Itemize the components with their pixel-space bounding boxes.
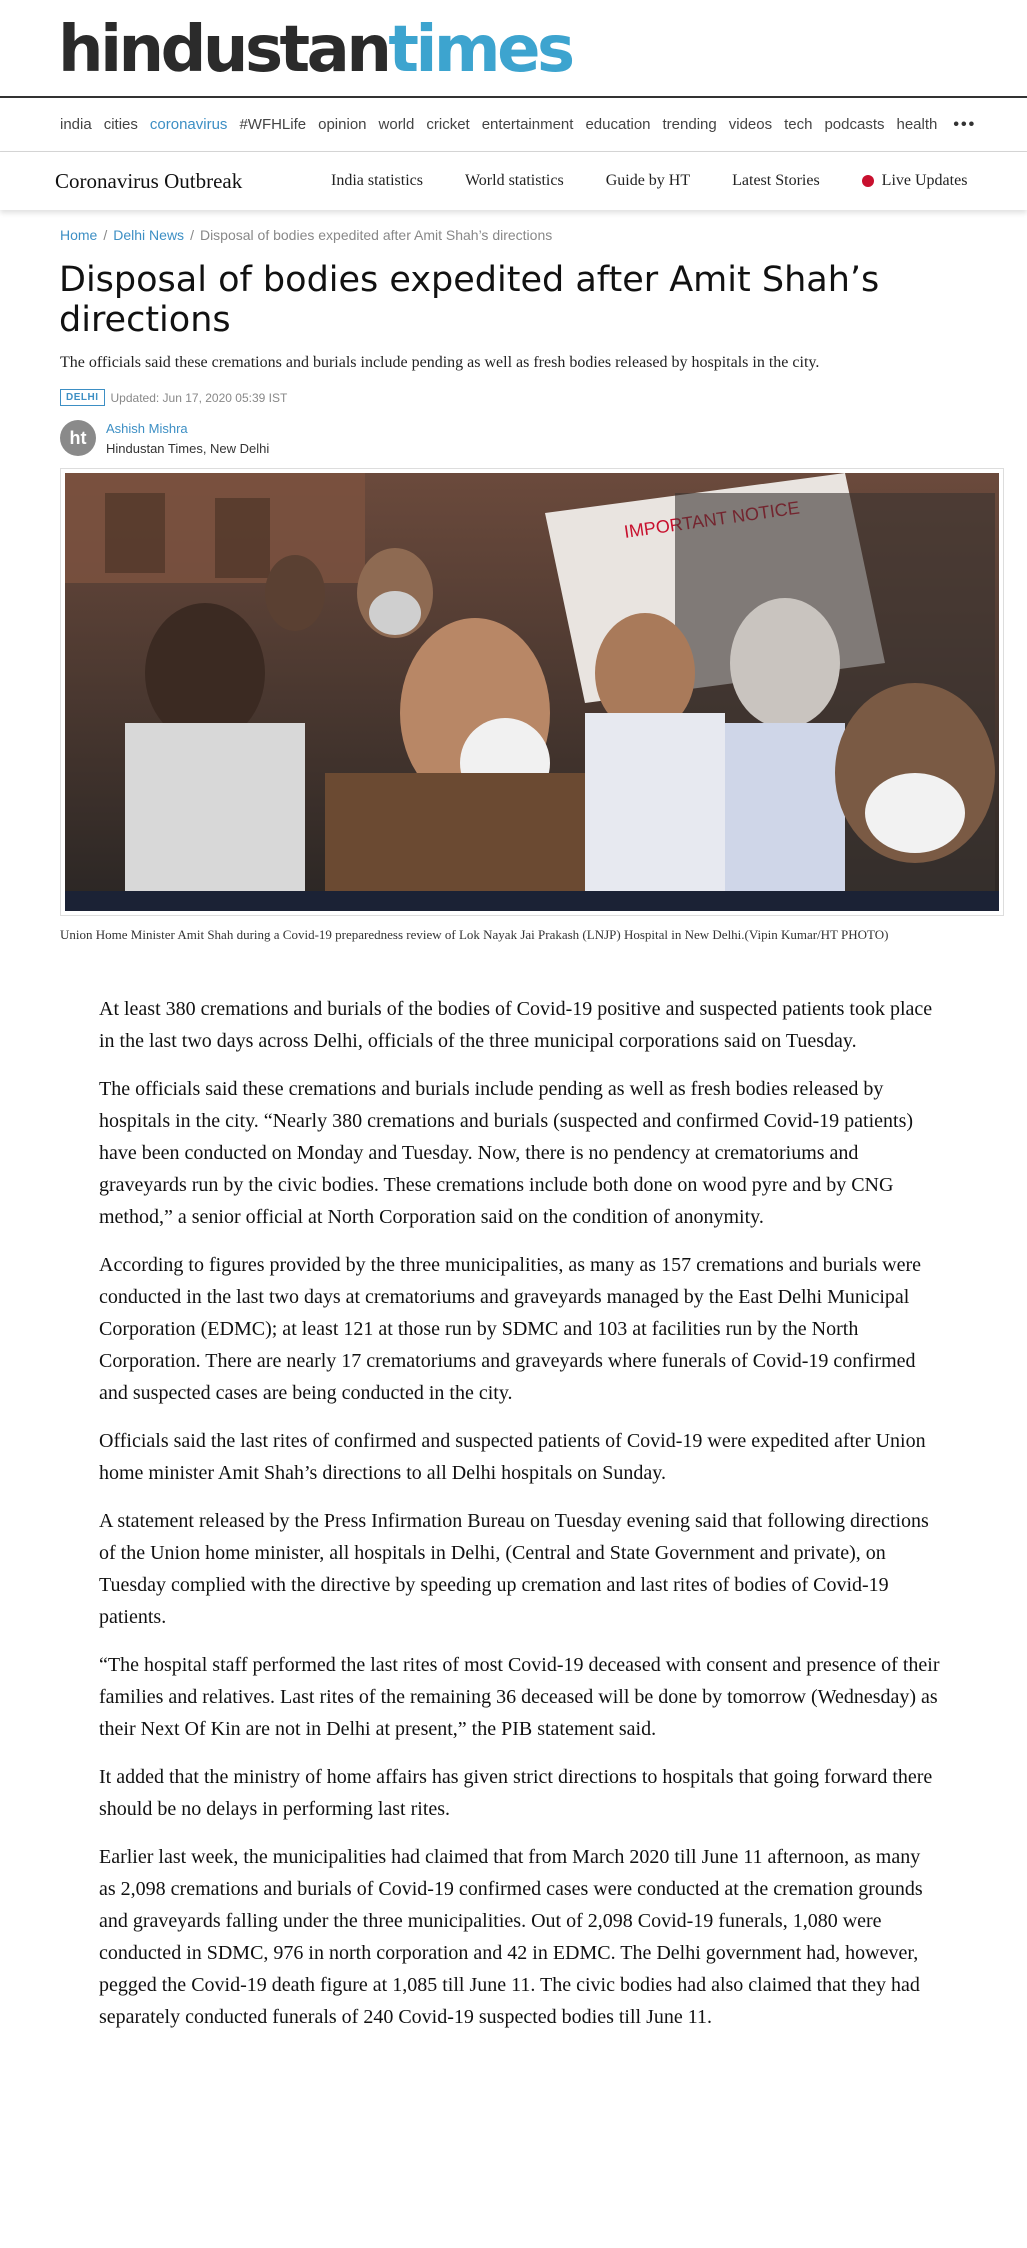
nav-item-entertainment[interactable]: entertainment — [481, 116, 574, 133]
article-meta — [60, 389, 287, 406]
nav-item-education[interactable]: education — [585, 116, 651, 133]
site-logo[interactable] — [58, 10, 572, 90]
author-avatar: ht — [60, 420, 96, 456]
nav-item-trending[interactable]: trending — [662, 116, 717, 133]
article-paragraph: Earlier last week, the municipalities had claimed that from March 2020 till June 11 afternoon, as many as 2,098 cremations and burials of Covid-19 confirmed cases were conducted at the cremation grounds and graveyards falling under the three municipalities. Out of 2,098 Covid-19 funerals, 1,080 were conducted in SDMC, 976 in north corporation and 42 in EDMC. The Delhi government had, however, pegged the Covid-19 death figure at 1,085 till June 11. The civic bodies had also claimed that they had separately conducted funerals of 240 Covid-19 suspected bodies till June 11. — [99, 1846, 923, 2028]
live-dot-icon — [862, 175, 874, 187]
author-block — [60, 420, 269, 456]
nav-item-tech[interactable]: tech — [784, 116, 813, 133]
primary-nav — [0, 98, 1027, 152]
nav-item-videos[interactable]: videos — [728, 116, 773, 133]
nav-item-cities[interactable]: cities — [103, 116, 138, 133]
article-paragraph: The officials said these cremations and burials include pending as well as fresh bodies released by hospitals in the city. “Nearly 380 cremations and burials (suspected and confirmed Covid-19 patients) have been conducted on Monday and Tuesday. Now, there is no pendency at crematoriums and graveyards run by the civic bodies. These cremations include both done on wood pyre and by CNG method,” a senior official at North Corporation said on the condition of anonymity. — [99, 1078, 914, 1228]
article-body — [99, 993, 941, 2049]
article-summary: The officials said these cremations and burials include pending as well as fresh bodies released by hospitals in the city. — [60, 354, 820, 371]
lead-image — [65, 473, 999, 911]
nav-item-cricket[interactable]: cricket — [426, 116, 470, 133]
lead-image-frame — [60, 468, 1004, 916]
nav-item-opinion[interactable]: opinion — [318, 116, 367, 133]
nav-item-podcasts[interactable]: podcasts — [824, 116, 885, 133]
logo-part-hindustan: hindustan — [58, 13, 389, 87]
article-paragraph: A statement released by the Press Infirmation Bureau on Tuesday evening said that following directions of the Union home minister, all hospitals in Delhi, (Central and State Government and private), on Tuesday complied with the directive by speeding up cremation and last rites of bodies of Covid-19 patients. — [99, 1510, 929, 1628]
logo-part-times: times — [388, 13, 572, 87]
subnav-latest-stories[interactable]: Latest Stories — [732, 172, 820, 189]
subnav-india-statistics[interactable]: India statistics — [331, 172, 423, 189]
nav-item-world[interactable]: world — [378, 116, 415, 133]
article-paragraph: It added that the ministry of home affairs has given strict directions to hospitals that going forward there should be no delays in performing last rites. — [99, 1766, 933, 1820]
breadcrumb-separator: / — [190, 227, 194, 243]
breadcrumb-delhi-news[interactable]: Delhi News — [113, 227, 185, 243]
article-paragraph: At least 380 cremations and burials of the bodies of Covid-19 positive and suspected patients took place in the last two days across Delhi, officials of the three municipal corporations said on Tuesday. — [99, 998, 933, 1052]
breadcrumb-separator: / — [103, 227, 108, 243]
author-org: Hindustan Times, New Delhi — [106, 440, 270, 456]
section-nav — [0, 152, 1027, 210]
nav-item-wfhlife[interactable]: #WFHLife — [239, 116, 307, 133]
article-paragraph: Officials said the last rites of confirmed and suspected patients of Covid-19 were expedited after Union home minister Amit Shah’s directions to all Delhi hospitals on Sunday. — [99, 1430, 926, 1484]
live-updates-label: Live Updates — [881, 172, 968, 189]
article-paragraph: According to figures provided by the three municipalities, as many as 157 cremations and burials were conducted in the last two days at crematoriums and graveyards managed by the East Delhi Municipal Corporation (EDMC); at least 121 at those run by SDMC and 103 at facilities run by the North Corporation. There are nearly 17 crematoriums and graveyards where funerals of Covid-19 confirmed and suspected cases are being conducted in the city. — [99, 1254, 921, 1404]
breadcrumb — [60, 227, 552, 243]
nav-item-india[interactable]: india — [60, 116, 92, 133]
nav-item-health[interactable]: health — [896, 116, 938, 133]
subnav-world-statistics[interactable]: World statistics — [464, 172, 564, 189]
section-tag[interactable]: DELHI — [60, 389, 105, 406]
article-paragraph: “The hospital staff performed the last rites of most Covid-19 deceased with consent and presence of their families and relatives. Last rites of the remaining 36 deceased will be done by tomorrow (Wednesday) as their Next Of Kin are not in Delhi at present,” the PIB statement said. — [99, 1654, 940, 1740]
section-title[interactable]: Coronavirus Outbreak — [55, 168, 243, 193]
author-name-link[interactable]: Ashish Mishra — [106, 420, 188, 436]
nav-item-coronavirus[interactable]: coronavirus — [149, 116, 228, 133]
subnav-guide-by-ht[interactable]: Guide by HT — [605, 172, 691, 189]
more-menu-icon[interactable]: ••• — [953, 115, 977, 133]
page-title: Disposal of bodies expedited after Amit Shah’s directions — [59, 260, 880, 340]
masthead — [0, 0, 1027, 98]
breadcrumb-current: Disposal of bodies expedited after Amit Shah’s directions — [199, 227, 553, 243]
updated-timestamp: Updated: Jun 17, 2020 05:39 IST — [110, 390, 288, 405]
subnav-live-updates[interactable] — [862, 172, 968, 190]
image-caption: Union Home Minister Amit Shah during a Covid-19 preparedness review of Lok Nayak Jai Prakash (LNJP) Hospital in New Delhi.(Vipin Kumar/HT PHOTO) — [60, 927, 889, 942]
breadcrumb-home[interactable]: Home — [60, 227, 98, 243]
